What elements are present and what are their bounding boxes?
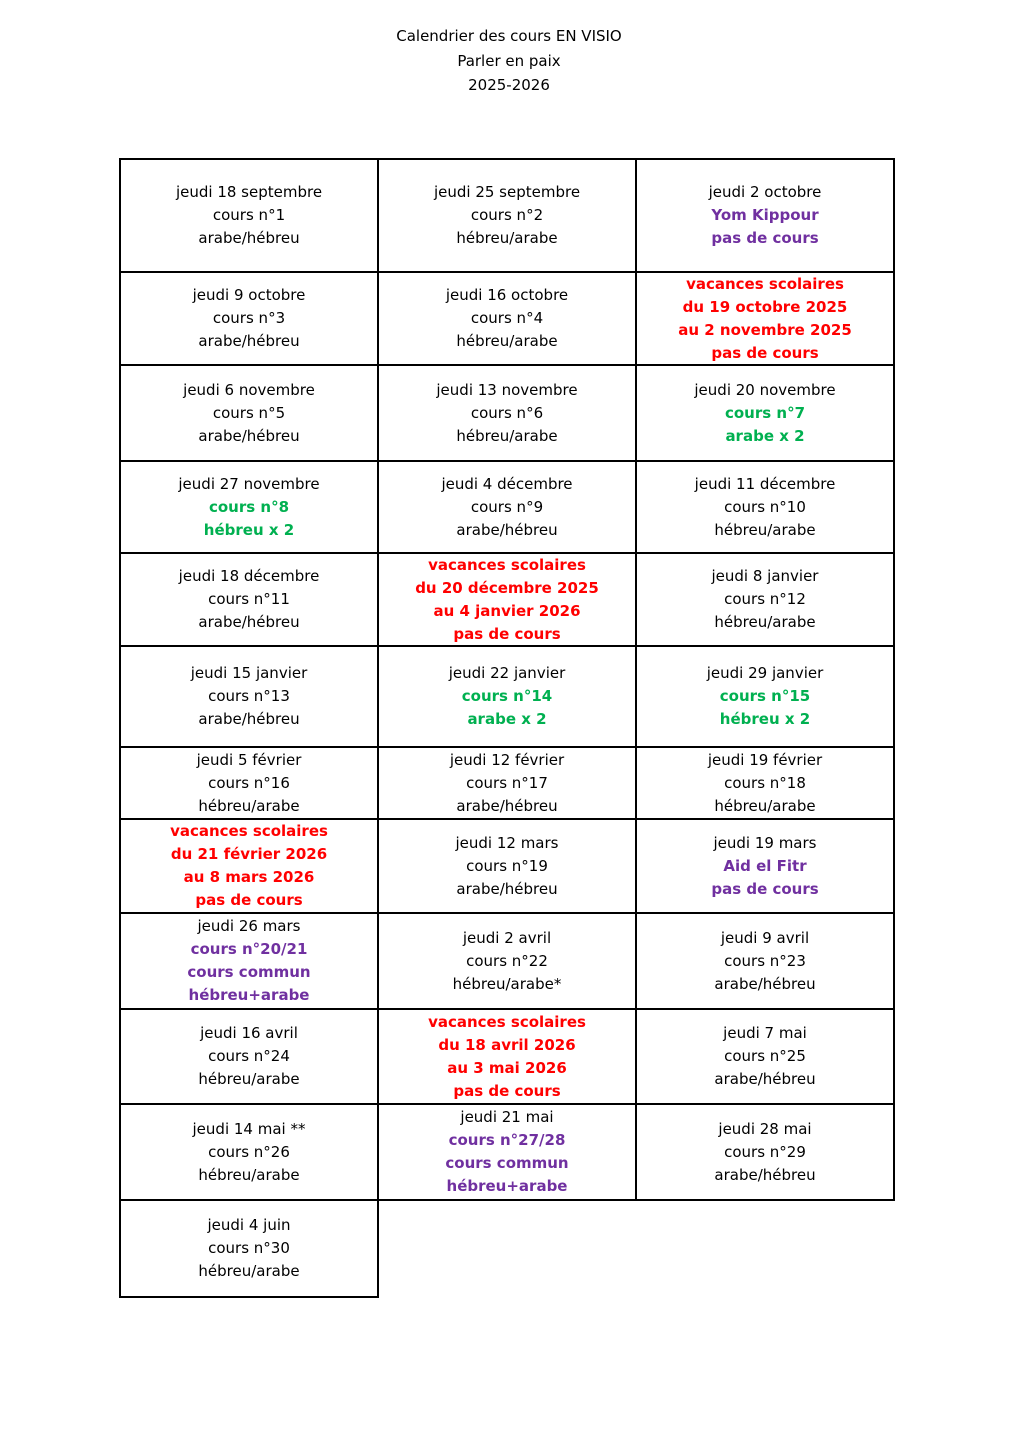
cell-line: vacances scolaires [428,555,586,574]
cell-line: pas de cours [195,891,303,909]
cell-line: jeudi 15 janvier [190,664,308,682]
calendar-cell [377,746,637,820]
cell-line: du 20 décembre 2025 [415,578,599,597]
cell-line: jeudi 12 mars [455,833,559,852]
cell-line: arabe/hébreu [198,710,300,728]
cell-line: arabe/hébreu [456,520,558,539]
cell-line: jeudi 14 mai ** [192,1119,306,1138]
calendar-cell [119,1103,379,1201]
calendar-cell [377,158,637,273]
cell-line: pas de cours [711,229,819,247]
calendar-table [120,159,894,1297]
cell-line: jeudi 9 octobre [192,286,306,304]
calendar-cell [635,1103,895,1201]
cell-line: jeudi 4 décembre [441,474,573,493]
cell-line: jeudi 28 mai [718,1119,812,1138]
cell-line: du 19 octobre 2025 [682,297,848,316]
cell-line: jeudi 19 mars [713,833,817,852]
cell-line: cours n°6 [470,403,544,422]
cell-line: hébreu/arabe [198,1070,300,1088]
cell-line: jeudi 16 octobre [445,286,569,304]
cell-line: cours n°2 [470,206,544,224]
cell-line: jeudi 5 février [196,750,302,769]
document-subtitle: Parler en paix [457,51,561,70]
cell-line: jeudi 19 février [707,750,823,769]
cell-line: cours n°23 [724,951,806,970]
cell-line: cours n°8 [208,497,290,516]
calendar-cell [635,271,895,366]
calendar-cell [119,1008,379,1105]
calendar-cell [119,645,379,748]
cell-line: pas de cours [453,1081,561,1100]
cell-line: jeudi 12 février [449,750,565,769]
cell-line: cours n°16 [208,773,290,792]
cell-line: arabe/hébreu [198,426,300,445]
calendar-cell [377,1008,637,1105]
cell-line: cours n°7 [724,403,806,422]
calendar-cell [119,1199,379,1298]
cell-line: jeudi 6 novembre [183,380,315,399]
empty-cell [377,1199,637,1298]
cell-line: arabe/hébreu [456,796,558,815]
cell-line: Aid el Fitr [723,856,807,875]
cell-line: hébreu/arabe [198,796,300,815]
cell-line: arabe/hébreu [714,974,816,993]
cell-line: hébreu/arabe [198,1262,300,1280]
cell-line: cours n°29 [724,1142,806,1161]
school-year: 2025-2026 [468,76,550,94]
cell-line: cours n°19 [466,856,548,875]
calendar-cell [635,364,895,462]
calendar-cell [635,746,895,820]
cell-line: jeudi 18 septembre [175,183,323,201]
calendar-cell [377,364,637,462]
cell-line: arabe/hébreu [456,879,558,898]
cell-line: jeudi 13 novembre [436,380,578,399]
cell-line: cours n°15 [719,687,811,705]
cell-line: hébreu/arabe* [452,974,562,993]
cell-line: hébreu/arabe [714,796,816,815]
cell-line: cours n°10 [724,497,806,516]
cell-line: jeudi 27 novembre [178,474,320,493]
cell-line: hébreu+arabe [446,1177,568,1195]
calendar-cell [119,158,379,273]
calendar-cell [635,912,895,1010]
cell-line: cours n°4 [470,309,544,327]
calendar-cell [377,818,637,914]
calendar-cell [635,158,895,273]
cell-line: arabe/hébreu [198,613,300,631]
cell-line: au 4 janvier 2026 [433,601,581,620]
cell-line: jeudi 20 novembre [694,380,836,399]
cell-line: pas de cours [453,624,561,643]
cell-line: cours n°14 [461,687,553,705]
cell-line: cours n°5 [212,403,286,422]
calendar-cell [635,460,895,554]
calendar-cell [119,552,379,647]
cell-line: arabe x 2 [725,426,805,445]
cell-line: jeudi 29 janvier [706,664,824,682]
document-header [0,24,1018,98]
cell-line: vacances scolaires [170,822,328,840]
cell-line: cours n°3 [212,309,286,327]
cell-line: hébreu/arabe [456,332,558,350]
cell-line: cours n°1 [212,206,286,224]
cell-line: cours n°12 [724,590,806,608]
cell-line: cours n°22 [466,951,548,970]
calendar-cell [119,746,379,820]
calendar-cell [377,912,637,1010]
cell-line: hébreu+arabe [188,986,310,1004]
cell-line: jeudi 16 avril [200,1024,298,1042]
calendar-cell [377,552,637,647]
calendar-cell [119,912,379,1010]
cell-line: cours n°25 [724,1047,806,1065]
cell-line: au 8 mars 2026 [183,868,315,886]
cell-line: vacances scolaires [686,274,844,293]
cell-line: au 2 novembre 2025 [678,320,852,339]
cell-line: hébreu/arabe [714,613,816,631]
cell-line: au 3 mai 2026 [447,1058,567,1077]
cell-line: vacances scolaires [428,1012,586,1031]
cell-line: arabe/hébreu [714,1070,816,1088]
cell-line: jeudi 9 avril [720,928,810,947]
cell-line: du 18 avril 2026 [438,1035,576,1054]
cell-line: cours n°18 [724,773,806,792]
cell-line: jeudi 2 avril [462,928,552,947]
cell-line: jeudi 18 décembre [178,567,320,585]
calendar-cell [377,1103,637,1201]
cell-line: jeudi 7 mai [723,1024,807,1042]
cell-line: cours n°24 [208,1047,290,1065]
cell-line: Yom Kippour [711,206,819,224]
calendar-cell [635,552,895,647]
cell-line: jeudi 22 janvier [448,664,566,682]
calendar-cell [377,271,637,366]
cell-line: hébreu x 2 [203,520,295,539]
cell-line: cours n°27/28 [448,1131,566,1149]
calendar-cell [635,645,895,748]
cell-line: cours n°20/21 [190,940,308,958]
calendar-cell [377,645,637,748]
cell-line: arabe x 2 [467,710,547,728]
cell-line: hébreu/arabe [456,229,558,247]
cell-line: cours commun [445,1154,569,1172]
cell-line: cours n°17 [466,773,548,792]
cell-line: cours n°30 [208,1239,290,1257]
calendar-cell [119,818,379,914]
empty-cell [635,1199,895,1298]
cell-line: hébreu/arabe [198,1165,300,1184]
calendar-cell [119,364,379,462]
cell-line: arabe/hébreu [714,1165,816,1184]
cell-line: jeudi 21 mai [460,1108,554,1126]
calendar-cell [119,460,379,554]
cell-line: cours n°11 [208,590,290,608]
cell-line: jeudi 11 décembre [694,474,836,493]
cell-line: hébreu/arabe [456,426,558,445]
cell-line: hébreu x 2 [719,710,811,728]
calendar-cell [635,818,895,914]
calendar-cell [377,460,637,554]
cell-line: pas de cours [711,343,819,362]
document-title: Calendrier des cours EN VISIO [396,27,622,45]
cell-line: jeudi 25 septembre [433,183,581,201]
calendar-cell [119,271,379,366]
cell-line: jeudi 26 mars [197,917,301,935]
cell-line: cours n°26 [208,1142,290,1161]
cell-line: cours n°9 [470,497,544,516]
cell-line: jeudi 2 octobre [708,183,822,201]
cell-line: jeudi 4 juin [207,1216,291,1234]
cell-line: arabe/hébreu [198,332,300,350]
cell-line: cours n°13 [208,687,290,705]
cell-line: hébreu/arabe [714,520,816,539]
cell-line: jeudi 8 janvier [711,567,819,585]
cell-line: arabe/hébreu [198,229,300,247]
cell-line: pas de cours [711,879,819,898]
cell-line: du 21 février 2026 [170,845,328,863]
cell-line: cours commun [187,963,311,981]
calendar-cell [635,1008,895,1105]
